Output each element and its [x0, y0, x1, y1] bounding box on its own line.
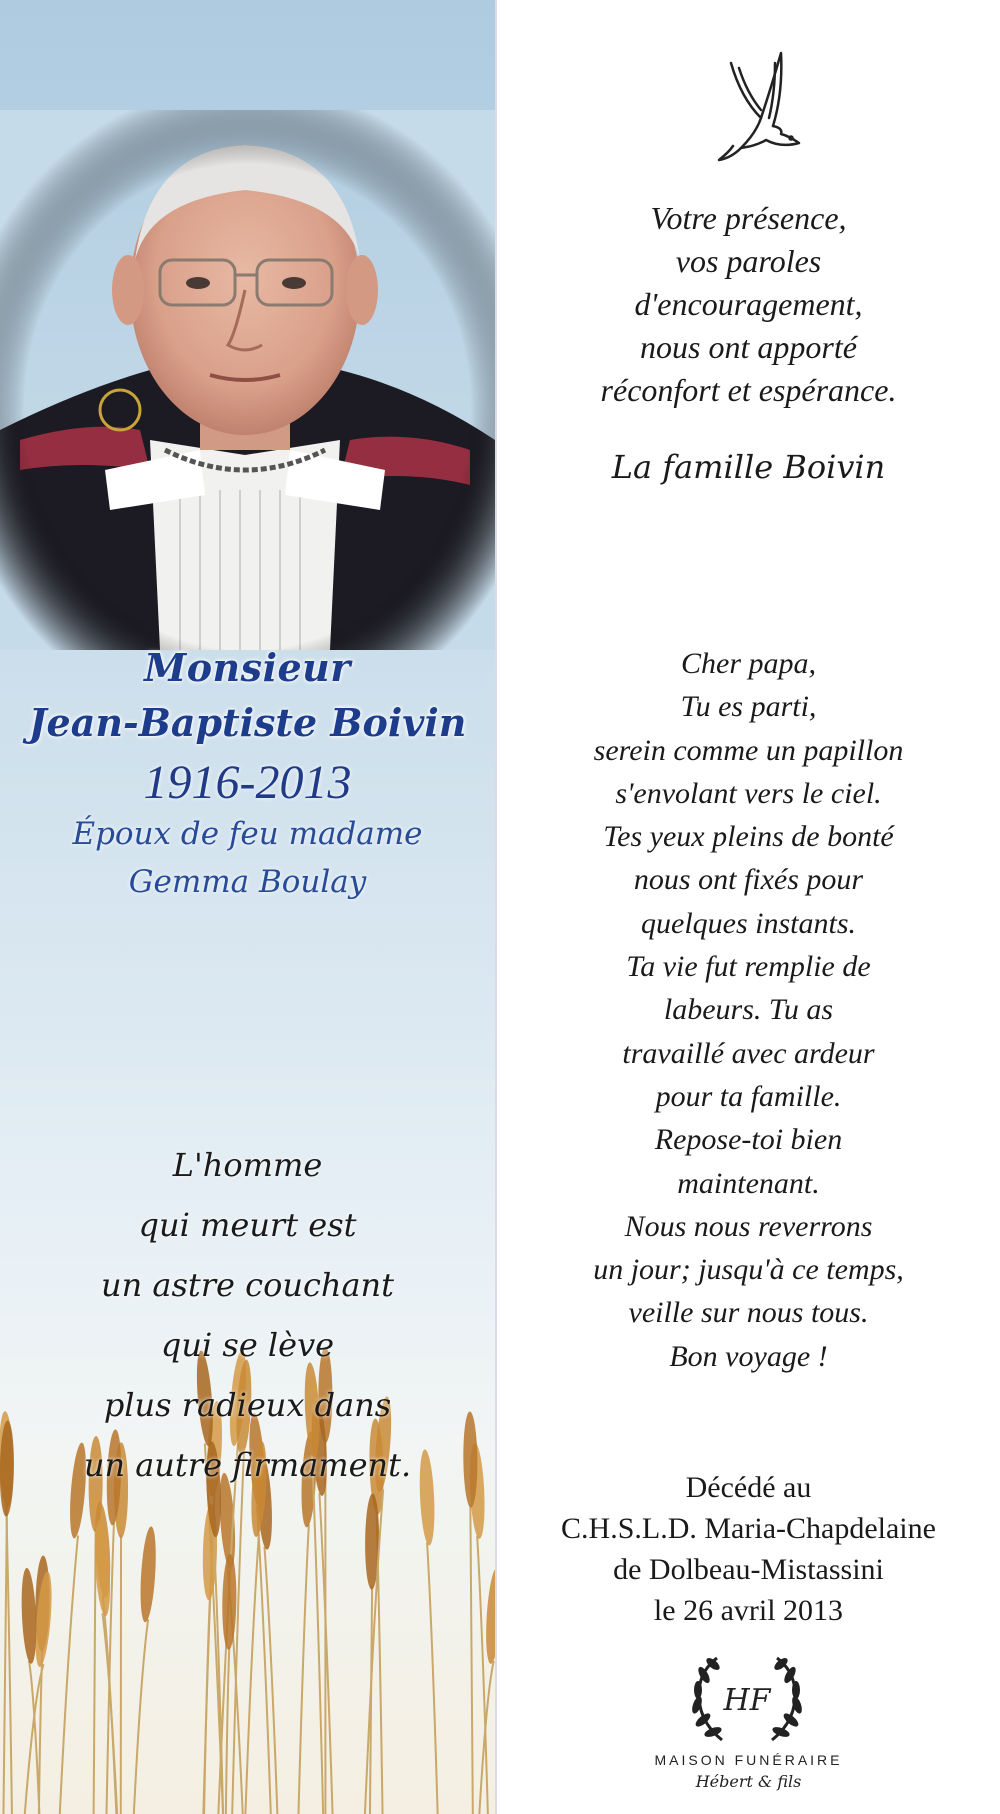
wheat-stem: [29, 1661, 39, 1814]
wheat-head: [222, 1554, 237, 1650]
portrait-photo: [0, 110, 495, 650]
poem-line: serein comme un papillon: [593, 733, 904, 767]
left-bookmark: [0, 0, 495, 1814]
deceased-name: Jean-Baptiste Boivin: [28, 700, 467, 745]
poem-line: Repose-toi bien: [654, 1123, 843, 1157]
wheat-head: [20, 1568, 38, 1665]
main-poem: [497, 642, 1000, 1378]
wheat-stem: [94, 1529, 96, 1814]
wheat-stem: [470, 1504, 472, 1814]
death-notice: [497, 1467, 1000, 1631]
funeral-home-logo: [677, 1650, 817, 1750]
right-bookmark: [497, 0, 1000, 1814]
quote-line: qui se lève: [160, 1326, 335, 1364]
poem-line: Votre présence,: [650, 200, 847, 236]
notice-line: le 26 avril 2013: [653, 1594, 844, 1627]
spouse-line-2: Gemma Boulay: [128, 864, 367, 900]
wheat-stem: [427, 1542, 438, 1814]
poem-line: Tu es parti,: [680, 690, 817, 724]
wheat-stem: [3, 1514, 6, 1814]
poem-line: maintenant.: [677, 1166, 820, 1200]
poem-line: Cher papa,: [681, 647, 816, 680]
poem-line: nous ont apporté: [640, 329, 857, 365]
poem-line: Ta vie fut remplie de: [626, 950, 871, 984]
notice-line: Décédé au: [685, 1471, 812, 1504]
wheat-stem: [214, 1534, 223, 1814]
thanks-poem: [497, 197, 1000, 412]
poem-line: Nous nous reverrons: [624, 1209, 873, 1243]
logo-monogram: HF: [723, 1683, 771, 1718]
poem-line: veille sur nous tous.: [628, 1296, 869, 1330]
quote-line: qui meurt est: [138, 1206, 357, 1244]
poem-line: s'envolant vers le ciel.: [615, 776, 882, 810]
left-quote: [0, 1135, 495, 1495]
poem-line: un jour; jusqu'à ce temps,: [593, 1253, 904, 1287]
family-signature: La famille Boivin: [611, 448, 886, 486]
spouse-line-1: Époux de feu madame: [72, 816, 423, 852]
wheat-stem: [312, 1455, 323, 1814]
quote-line: plus radieux dans: [103, 1386, 392, 1424]
wheat-stem: [60, 1535, 78, 1814]
dove-icon: [711, 48, 811, 178]
poem-line: travaillé avec ardeur: [622, 1036, 875, 1070]
life-years: 1916-2013: [143, 756, 352, 809]
quote-line: L'homme: [172, 1146, 323, 1184]
wheat-stem: [245, 1534, 259, 1814]
quote-line: un astre couchant: [100, 1266, 395, 1304]
notice-line: de Dolbeau-Mistassini: [613, 1553, 884, 1586]
wheat-stem: [298, 1524, 308, 1814]
poem-line: pour ta famille.: [655, 1079, 842, 1113]
wheat-head: [484, 1568, 495, 1665]
honorific: Monsieur: [144, 645, 351, 690]
deceased-name-block: [0, 645, 495, 906]
wheat-head: [138, 1526, 158, 1623]
poem-line: Bon voyage !: [669, 1339, 828, 1373]
poem-line: quelques instants.: [641, 906, 856, 940]
poem-line: nous ont fixés pour: [633, 863, 864, 897]
logo-script: Hébert & fils: [695, 1772, 802, 1791]
logo-caption: MAISON FUNÉRAIRE: [654, 1752, 843, 1768]
wheat-stem: [134, 1619, 148, 1814]
notice-line: C.H.S.L.D. Maria-Chapdelaine: [561, 1512, 936, 1545]
wheat-stem: [204, 1597, 210, 1814]
poem-line: labeurs. Tu as: [663, 993, 834, 1027]
poem-line: réconfort et espérance.: [600, 372, 897, 408]
poem-line: Tes yeux pleins de bonté: [603, 820, 894, 854]
poem-line: vos paroles: [675, 243, 822, 279]
poem-line: d'encouragement,: [634, 286, 863, 322]
quote-line: un autre firmament.: [83, 1446, 412, 1484]
wheat-stem: [226, 1647, 229, 1814]
